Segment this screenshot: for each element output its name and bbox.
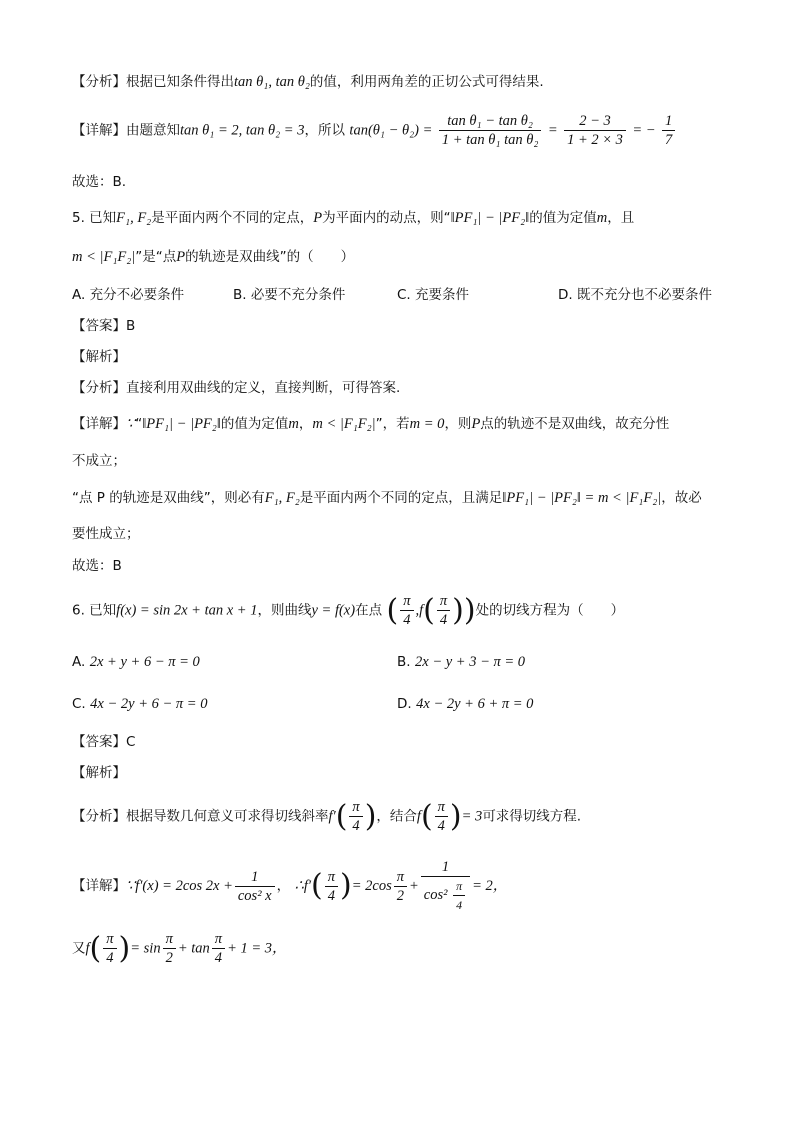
detail-line1: 【详解】∵“‖PF₁| − |PF₂‖的值为定值m，m < |F₁F₂|”，若m = 0，则P点的轨迹不是双曲线，故充分性 [72,416,670,432]
fraction: $\frac{\pi}{4}$ [437,592,450,629]
question-5-stem-line2: m < |F₁F₂|”是“点P的轨迹是双曲线”的（ ） [72,249,355,265]
fraction: $\frac{1}{7}$ [662,112,675,149]
fraction: $\frac{\pi}{4}$ [400,592,413,629]
question-6-stem: 6. 已知f(x) = sin 2x + tan x + 1，则曲线y = f(x)在点 ( $\frac{\pi}{4}$ ,f( $\frac{\pi}{4}$ ))处的切线方程为（ ） [72,592,625,628]
question-5-stem-line1: 5. 已知F₁, F₂是平面内两个不同的定点，P为平面内的动点，则“‖PF₁| − |PF₂‖的值为定值m，且 [72,210,635,226]
jiexi-label: 【解析】 [72,765,126,781]
fraction: $\frac{\pi}{4}$ [325,868,338,905]
option-d: D. 既不充分也不必要条件 [558,287,712,303]
option-a: A. 充分不必要条件 [72,287,185,303]
answer-label: 【答案】C [72,734,136,750]
fraction: $\frac{2 - 3}{1 + 2 \times 3}$ [564,112,626,149]
choose-line: 故选：B [72,558,122,574]
fraction: $\frac{\pi}{4}$ [212,930,225,967]
detail-paragraph-2: 又f( $\frac{\pi}{4}$ )= sin $\frac{\pi}{2}$ + tan $\frac{\pi}{4}$ + 1 = 3， [72,930,287,966]
detail-line3: “点 P 的轨迹是双曲线”，则必有F₁, F₂是平面内两个不同的定点，且满足‖PF₁| − |PF₂‖ = m < |F₁F₂|，故必 [72,490,702,506]
option-d: D. 4x − 2y + 6 + π = 0 [397,696,534,712]
analysis-paragraph: 【分析】直接利用双曲线的定义，直接判断，可得答案. [72,380,401,396]
fraction: $\frac{\pi}{2}$ [163,930,176,967]
fraction: $\frac{\pi}{4}$ [103,930,116,967]
detail-paragraph: 【详解】由题意知tan θ₁ = 2, tan θ₂ = 3，所以 tan(θ₁ − θ₂) = $\frac{\text{tan θ₁ − tan θ₂}}{\text{1 + tan θ₁ tan θ₂}}$ = $\frac{2 - 3}{1 + 2 \times 3}$ = − $\frac{1}{7}$ [72,112,677,149]
analysis-paragraph: 【分析】根据导数几何意义可求得切线斜率f′( $\frac{\pi}{4}$ )，结合f( $\frac{\pi}{4}$ )= 3可求得切线方程. [72,798,582,834]
fraction: $\frac{\pi}{4}$ [349,798,362,835]
fraction: $\frac{\pi}{2}$ [394,868,407,905]
fraction: $\frac{\text{tan θ₁ − tan θ₂}}{\text{1 + tan θ₁ tan θ₂}}$ [439,112,542,149]
choose-line: 故选：B. [72,174,127,190]
detail-line2: 不成立； [72,453,126,469]
fraction: 1 cos² $\frac{\pi}{4}$ [421,858,470,914]
answer-label: 【答案】B [72,318,136,334]
option-b: B. 2x − y + 3 − π = 0 [397,654,526,670]
option-a: A. 2x + y + 6 − π = 0 [72,654,200,670]
option-c: C. 4x − 2y + 6 − π = 0 [72,696,208,712]
fraction: $\frac{1}{\text{cos² x}}$ [235,868,275,905]
detail-line4: 要性成立； [72,526,140,542]
option-b: B. 必要不充分条件 [233,287,346,303]
option-c: C. 充要条件 [397,287,470,303]
detail-paragraph: 【详解】∵f′(x) = 2cos 2x + $\frac{1}{\text{cos² x}}$ ， ∴f′( $\frac{\pi}{4}$ )= 2cos $\frac{\pi}{2}$ + 1 cos² $\frac{\pi}{4}$ = 2， [72,859,508,912]
analysis-paragraph: 【分析】根据已知条件得出tan θ₁, tan θ₂的值，利用两角差的正切公式可得结果. [72,74,544,90]
fraction: $\frac{\pi}{4}$ [435,798,448,835]
jiexi-label: 【解析】 [72,349,126,365]
